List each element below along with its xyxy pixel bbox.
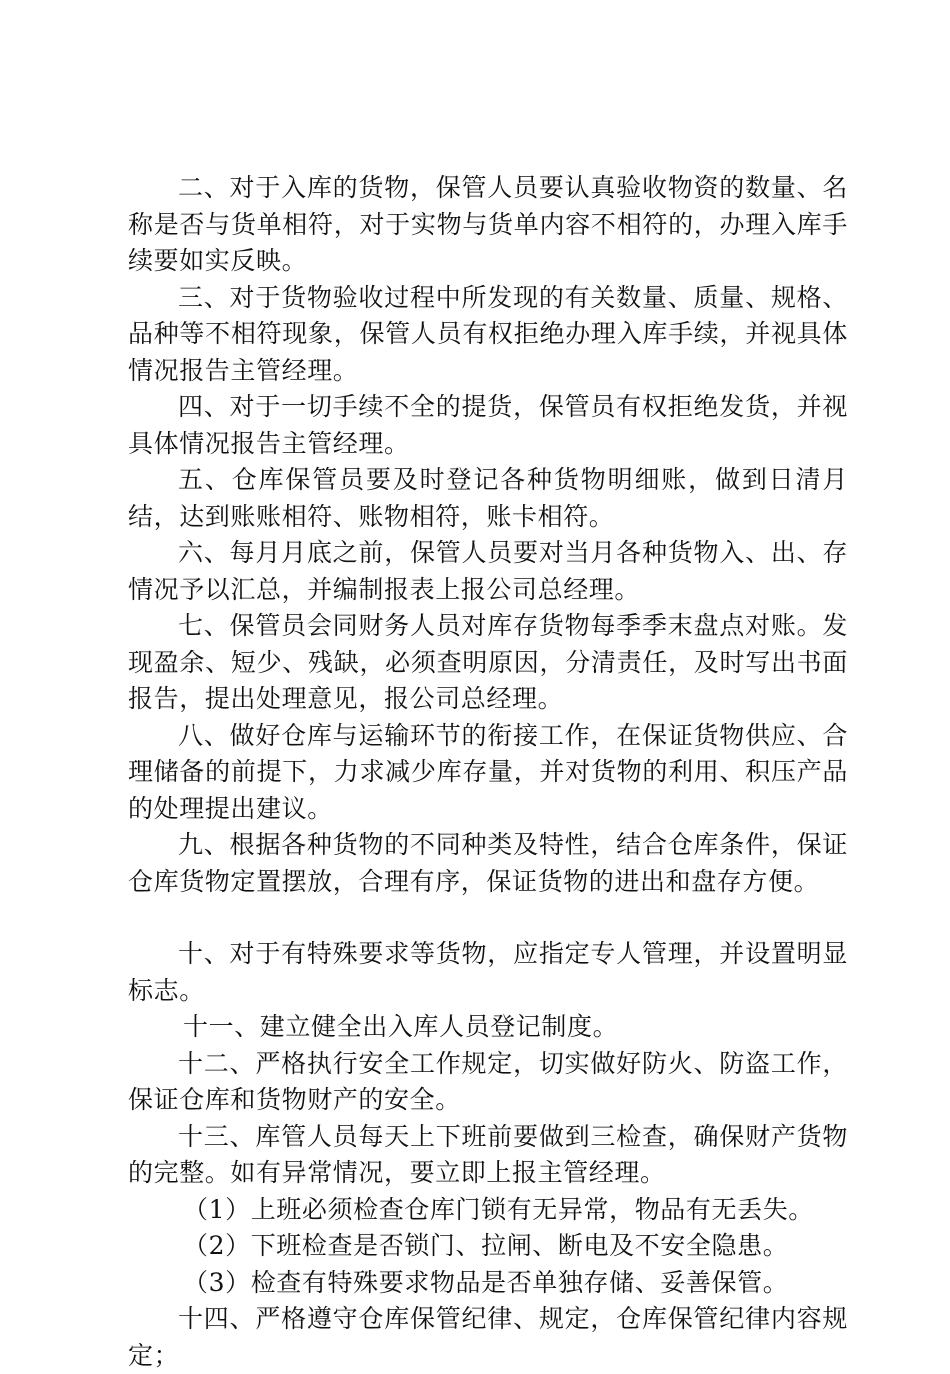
- paragraph-rule-12: 十二、严格执行安全工作规定，切实做好防火、防盗工作，保证仓库和货物财产的安全。: [128, 1048, 848, 1114]
- paragraph-rule-11: 十一、建立健全出入库人员登记制度。: [183, 1012, 619, 1041]
- sub-item-2: （2）下班检查是否锁门、拉闸、断电及不安全隐患。: [183, 1231, 789, 1260]
- paragraph-rule-8: 八、做好仓库与运输环节的衔接工作，在保证货物供应、合理储备的前提下，力求减少库存量，并对货物的利用、积压产品的处理提出建议。: [128, 720, 848, 823]
- paragraph-rule-6: 六、每月月底之前，保管人员要对当月各种货物入、出、存情况予以汇总，并编制报表上报公司总经理。: [128, 538, 848, 604]
- paragraph-rule-14: 十四、严格遵守仓库保管纪律、规定，仓库保管纪律内容规定；: [128, 1304, 848, 1370]
- paragraph-rule-13: 十三、库管人员每天上下班前要做到三检查，确保财产货物的完整。如有异常情况，要立即上报主管经理。: [128, 1121, 848, 1187]
- paragraph-rule-7: 七、保管员会同财务人员对库存货物每季季末盘点对账。发现盈余、短少、残缺，必须查明原因，分清责任，及时写出书面报告，提出处理意见，报公司总经理。: [128, 611, 848, 713]
- document-body: [128, 170, 848, 1374]
- paragraph-rule-9: 九、根据各种货物的不同种类及特性，结合仓库条件，保证仓库货物定置摆放，合理有序，保证货物的进出和盘存方便。: [128, 830, 848, 896]
- paragraph-rule-2: 二、对于入库的货物，保管人员要认真验收物资的数量、名称是否与货单相符，对于实物与货单内容不相符的，办理入库手续要如实反映。: [128, 173, 848, 275]
- paragraph-rule-10: 十、对于有特殊要求等货物，应指定专人管理，并设置明显标志。: [128, 939, 848, 1005]
- sub-item-3: （3）检查有特殊要求物品是否单独存储、妥善保管。: [183, 1267, 789, 1297]
- sub-item-1: （1）上班必须检查仓库门锁有无异常，物品有无丢失。: [183, 1194, 814, 1224]
- paragraph-rule-4: 四、对于一切手续不全的提货，保管员有权拒绝发货，并视具体情况报告主管经理。: [128, 392, 848, 458]
- paragraph-rule-3: 三、对于货物验收过程中所发现的有关数量、质量、规格、品种等不相符现象，保管人员有权拒绝办理入库手续，并视具体情况报告主管经理。: [128, 282, 848, 385]
- paragraph-rule-5: 五、仓库保管员要及时登记各种货物明细账，做到日清月结，达到账账相符、账物相符，账卡相符。: [128, 465, 848, 531]
